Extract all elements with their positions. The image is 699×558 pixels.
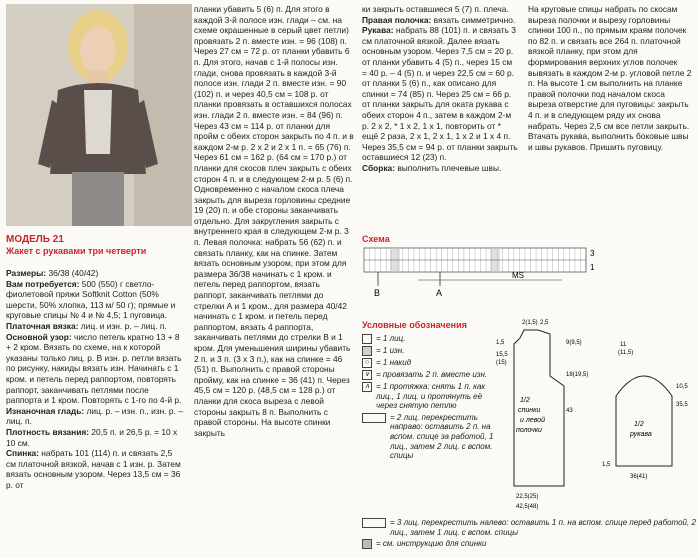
svg-text:1/2: 1/2 xyxy=(520,397,530,404)
model-subtitle: Жакет с рукавами три четверти xyxy=(6,246,147,256)
column-1 xyxy=(6,268,184,490)
svg-text:9(9,5): 9(9,5) xyxy=(566,340,582,346)
paragraph-back: Спинка: набрать 101 (114) п. и связать 2,5 см платочной вязкой, начав с 1 изн. р. Затем вязать основным узором. Через 13,5 см = 36 р. от xyxy=(6,448,181,490)
svg-text:полочки: полочки xyxy=(516,427,542,434)
legend xyxy=(362,334,494,463)
legend-wide xyxy=(362,518,696,549)
svg-text:(15): (15) xyxy=(496,360,507,366)
legend-item: ○ = 1 накид xyxy=(362,358,494,368)
legend-item: = 2 лиц. перекрестить направо: оставить 2 п. на вспом. спице за работой, 1 лиц., затем 2 лиц. с вспом. спицы xyxy=(362,413,494,461)
column-2 xyxy=(194,4,354,556)
yarn-over-symbol-icon: ○ xyxy=(362,358,372,368)
paragraph-materials: Вам потребуется: 500 (550) г светло-фиолетовой пряжи Softknit Cotton (50% шерсти, 50% хлопка, 113 м/ 50 г); прямые и круговые спицы № 4 и № 4,5; 1 пуговица. xyxy=(6,278,176,321)
schema-row-1: 1 xyxy=(590,263,595,272)
svg-text:1,5: 1,5 xyxy=(496,340,505,346)
svg-text:2(1,5): 2(1,5) xyxy=(522,320,538,326)
column-4: На круговые спицы набрать по скосам выреза полочки и вырезу горловины спинки 100 п., по прямым краям полочек по 82 п. и связать все 264 п. платочной вязкой планку, при этом для формирования верхних углов полочек вывязать в каждом 2-м р. угловой петле 2 п. На высоте 1 см выполнить на планке правой полочки под началом скоса выреза отверстие для пуговицы: закрыть 4 п. и в следующем ряду их снова набрать. Через 2,5 см все петли закрыть. Втачать рукава, выполнить боковые швы и швы рукавов. Пришить пуговицу. xyxy=(528,4,692,152)
svg-text:42,5(48): 42,5(48) xyxy=(516,504,539,510)
svg-text:15,5: 15,5 xyxy=(496,352,508,358)
svg-text:1/2: 1/2 xyxy=(634,421,644,428)
model-photo-illustration xyxy=(6,4,192,226)
svg-text:11: 11 xyxy=(620,342,627,348)
svg-text:и левой: и левой xyxy=(520,417,545,424)
legend-item: = 3 лиц. перекрестить налево: оставить 1 п. на вспом. спице перед работой, 2 лиц., затем 1 лиц. с вспом. спицы xyxy=(362,518,696,537)
knit-symbol-icon xyxy=(362,334,372,344)
svg-text:18(19,5): 18(19,5) xyxy=(566,372,589,378)
pattern-diagram xyxy=(494,316,698,516)
legend-item: ∨ = провязать 2 п. вместе изн. xyxy=(362,370,494,380)
svg-text:35,5: 35,5 xyxy=(676,402,688,408)
paragraph-col2: планки убавить 5 (6) п. Для этого в каждой 3-й полосе изн. глади – см. на схеме окрашенные в серый цвет петли) провязать 2 п. вместе изн. = 96 (108) п. Через 27 см = 72 р. от планки убавить 6 п. Для этого, начав с 1-й полосы изн. глади, снова провязать в каждой 3-й полосе изн. глади 2 п. вместе изн. = 90 (102) п. и через 40,5 см = 108 р. от планки провязать в оставшихся полосах изн. глади 2 п. вместе изн. = 84 (96) п. Через 43 см = 114 р. от планки для пройм с обеих сторон закрыть по 4 п. и в каждом 2-м р. 2 x 2 и 2 x 1 п. = 65 (76) п. Через 61 см = 162 р. (64 см = 170 р.) от планки для скосов плеч закрыть с обеих сторон 4 п. и в следующем 2-м р. 5 (6) п. Одновременно с началом скоса плеча закрыть для выреза горловины средние 19 (20) п. и обе стороны заканчивать отдельно. Для закругления закрыть с внутреннего края в следующем 2-м р. 3 п. Левая полочка: набрать 56 (62) п. и связать планку, как на спинке. Затем вязать основным узором, при этом для размера 36/38 начинать с 1 кром. и петель перед раппортом, вязать раппорт, заканчивать петлями до стрелки А и 1 кром., для размера 40/42 начинать с 1 кром. и петель перед раппортом, вязать 4 раппорта, заканчивать петлями до стрелки B и 1 кром. Для уменьшения ширины убавить 2 п. и 3 п. (3 x 3 п.), как на спинке = 46 (51) п. Выполнить с правой стороны пройму, как на спинке = 36 (41) п. Через 45,5 см = 120 р. (48,5 см = 128 р.) от планки для скоса выреза с левой стороны закрыть 8 п. Выполнить с правой стороны. На высоте спинки закрыть xyxy=(194,4,354,438)
cross-left-symbol-icon xyxy=(362,518,386,528)
svg-text:22,5(25): 22,5(25) xyxy=(516,494,539,500)
schema-ms-label: MS xyxy=(512,271,524,280)
slip-stitch-symbol-icon: ∧ xyxy=(362,382,372,392)
legend-item: ∧ = 1 протяжка: снять 1 п. как лиц., 1 лиц. и протянуть её через снятую петлю xyxy=(362,382,494,411)
svg-text:36(41): 36(41) xyxy=(630,474,648,480)
paragraph-gauge: Плотность вязания: 20,5 п. и 26,5 р. = 10 x 10 см. xyxy=(6,426,178,448)
schema-chart xyxy=(362,246,612,308)
purl-two-together-symbol-icon: ∨ xyxy=(362,370,372,380)
svg-text:рукава: рукава xyxy=(630,431,652,438)
svg-text:спинки: спинки xyxy=(518,407,541,414)
column-3: ки закрыть оставшиеся 5 (7) п. плеча. Правая полочка: вязать симметрично. Рукава: набрать 88 (101) п. и связать 3 см платочной вязкой. Далее вязать основным узором. Через 7,5 см = 20 р. от планки убавить 4 (5) п., через 15 см = 40 р. – 4 (5) п. и через 22,5 см = 60 р. от планки 5 (6) п., как описано для спинки = 74 (85) п. Через 25 см = 66 р. от планки закрыть для оката рукава с обеих сторон 4 п., затем в каждом 2-м р. 2 x 2, * 1 x 2, 1 x 1, повторить от * ещё 2 раза, 2 x 1, 2 x 1, 1 x 2 и 1 x 4 п. Через 35,5 см = 94 р. от планки закрыть оставшиеся 12 (23) п. Сборка: выполнить плечевые швы. xyxy=(362,4,518,173)
paragraph-main-pattern: Основной узор: число петель кратно 13 + 8 + 2 кром. Вязать по схеме, на к которой указаны только лиц. р. В изн. р. петли вязать по рисунку, накиды вязать изн. Начинать с 1 кром. и петель перед раппортом, повторять раппорт, заканчивать петлями после раппорта и 1 кром. Повторять с 1-го по 4-й р. xyxy=(6,331,182,406)
legend-item: = 1 лиц. xyxy=(362,334,494,344)
schema-title: Схема xyxy=(362,234,390,244)
model-title: МОДЕЛЬ 21 xyxy=(6,234,64,245)
model-photo xyxy=(6,4,192,226)
purl-symbol-icon xyxy=(362,346,372,356)
see-instruction-symbol-icon xyxy=(362,539,372,549)
svg-text:2,5: 2,5 xyxy=(540,320,549,326)
legend-item: = см. инструкцию для спинки xyxy=(362,539,696,549)
paragraph-reverse-stockinette: Изнаночная гладь: лиц. р. – изн. п., изн. р. – лиц. п. xyxy=(6,405,183,427)
legend-title: Условные обозначения xyxy=(362,320,467,330)
svg-text:(11,5): (11,5) xyxy=(618,350,634,356)
svg-text:43: 43 xyxy=(566,408,573,414)
schema-arrow-a: A xyxy=(436,288,443,298)
cross-right-symbol-icon xyxy=(362,413,386,423)
legend-item: = 1 изн. xyxy=(362,346,494,356)
svg-text:1,5: 1,5 xyxy=(602,462,611,468)
svg-text:10,5: 10,5 xyxy=(676,384,688,390)
paragraph-sizes: Размеры: 36/38 (40/42) xyxy=(6,268,99,278)
paragraph-garter: Платочная вязка: лиц. и изн. р. – лиц. п. xyxy=(6,320,167,331)
schema-arrow-b: B xyxy=(374,288,381,298)
schema-row-3: 3 xyxy=(590,249,595,258)
